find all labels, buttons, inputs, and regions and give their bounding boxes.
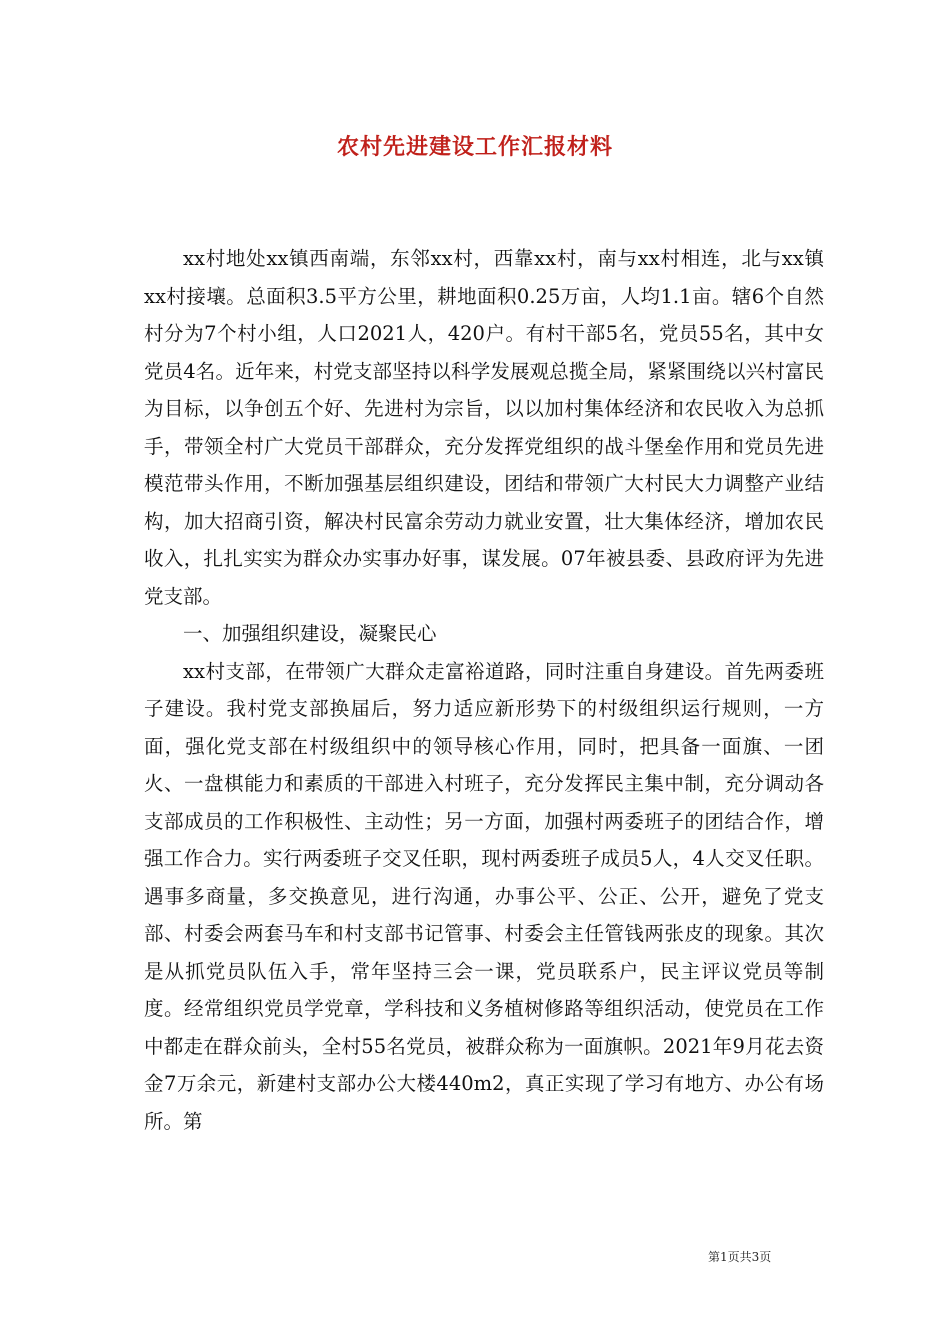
page-number-footer: 第1页共3页 <box>708 1250 772 1264</box>
document-title: 农村先进建设工作汇报材料 <box>336 134 613 160</box>
paragraph-section-1: xx村支部，在带领广大群众走富裕道路，同时注重自身建设。首先两委班子建设。我村党支部换届后，努力适应新形势下的村级组织运行规则，一方面，强化党支部在村级组织中的领导核心作用，同时，把具备一面旗、一团火、一盘棋能力和素质的干部进入村班子，充分发挥民主集中制，充分调动各支部成员的工作积极性、主动性；另一方面，加强村两委班子的团结合作，增强工作合力。实行两委班子交叉任职，现村两委班子成员5人，4人交叉任职。遇事多商量，多交换意见，进行沟通，办事公平、公正、公开，避免了党支部、村委会两套马车和村支部书记管事、村委会主任管钱两张皮的现象。其次是从抓党员队伍入手，常年坚持三会一课，党员联系户，民主评议党员等制度。经常组织党员学党章，学科技和义务植树修路等组织活动，使党员在工作中都走在群众前头，全村55名党员，被群众称为一面旗帜。2021年9月花去资金7万余元，新建村支部办公大楼440m2，真正实现了学习有地方、办公有场所。第 <box>144 659 824 1133</box>
paragraph-intro: xx村地处xx镇西南端，东邻xx村，西靠xx村，南与xx村相连，北与xx镇xx村接壤。总面积3.5平方公里，耕地面积0.25万亩，人均1.1亩。辖6个自然村分为7个村小组，人口2021人，420户。有村干部5名，党员55名，其中女党员4名。近年来，村党支部坚持以科学发展观总揽全局，紧紧围绕以兴村富民为目标，以争创五个好、先进村为宗旨，以以加村集体经济和农民收入为总抓手，带领全村广大党员干部群众，充分发挥党组织的战斗堡垒作用和党员先进模范带头作用，不断加强基层组织建设，团结和带领广大村民大力调整产业结构，加大招商引资，解决村民富余劳动力就业安置，壮大集体经济，增加农民收入，扎扎实实为群众办实事办好事，谋发展。07年被县委、县政府评为先进党支部。 <box>144 247 824 608</box>
document-body <box>144 240 824 1140</box>
section-heading-1: 一、加强组织建设，凝聚民心 <box>183 622 437 645</box>
